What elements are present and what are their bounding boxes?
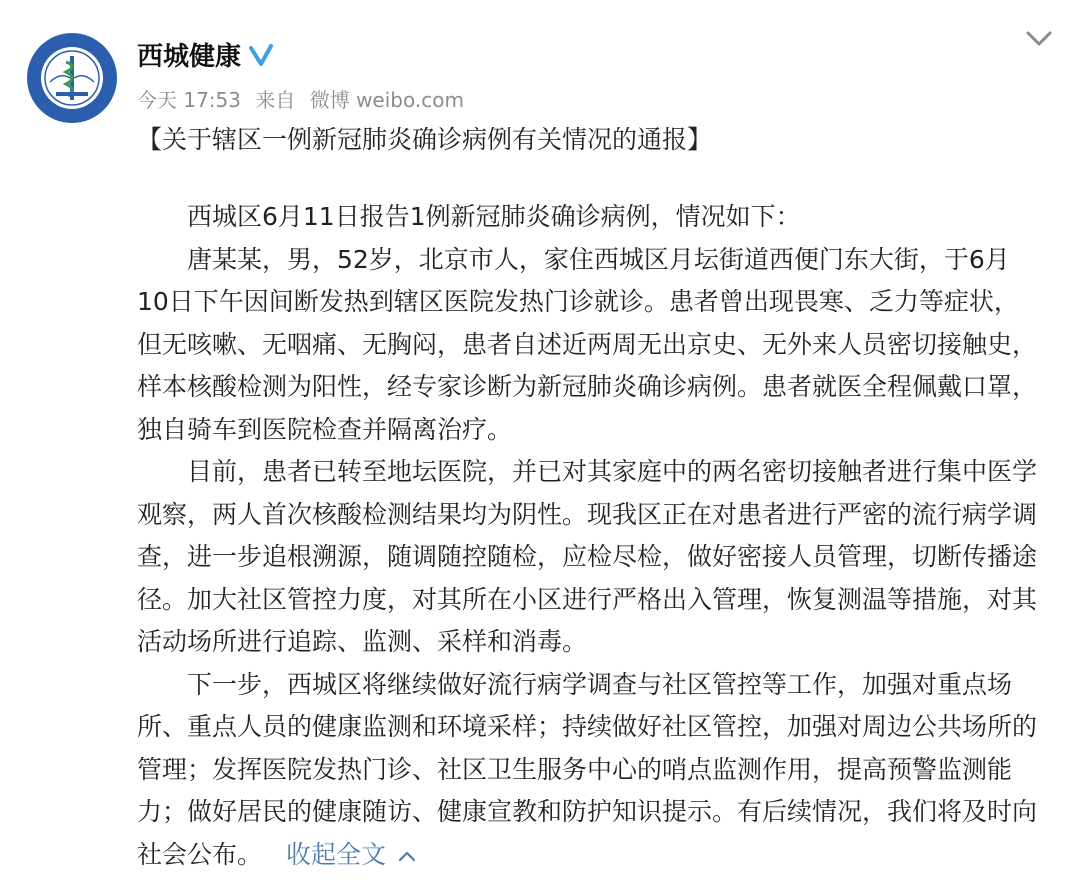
post-body	[137, 196, 1037, 876]
paragraph-last	[137, 664, 1037, 877]
collapse-button[interactable]	[286, 840, 416, 869]
post-title: 【关于辖区一例新冠肺炎确诊病例有关情况的通报】	[137, 125, 713, 154]
verified-badge-icon	[249, 43, 273, 67]
chevron-up-icon	[398, 850, 416, 862]
collapse-label: 收起全文	[286, 839, 387, 869]
post-source: 微博 weibo.com	[309, 88, 464, 112]
avatar[interactable]	[26, 32, 118, 124]
account-header	[137, 36, 273, 73]
account-name[interactable]: 西城健康	[137, 42, 242, 72]
chevron-down-icon[interactable]	[1024, 28, 1054, 50]
paragraph: 西城区6月11日报告1例新冠肺炎确诊病例，情况如下：	[187, 202, 801, 231]
source-prefix: 来自	[255, 88, 296, 112]
paragraph-text: 下一步，西城区将继续做好流行病学调查与社区管控等工作，加强对重点场所、重点人员的健康监测和环境采样；持续做好社区管控，加强对周边公共场所的管理；发挥医院发热门诊、社区卫生服务中心的哨点监测作用，提高预警监测能力；做好居民的健康随访、健康宣教和防护知识提示。有后续情况，我们将及时向社会公布。	[137, 669, 1038, 869]
post-time: 今天 17:53	[137, 88, 241, 112]
paragraph: 唐某某，男，52岁，北京市人，家住西城区月坛街道西便门东大街，于6月10日下午因间断发热到辖区医院发热门诊就诊。患者曾出现畏寒、乏力等症状，但无咳嗽、无咽痛、无胸闷，患者自述近两周无出京史、无外来人员密切接触史，样本核酸检测为阳性，经专家诊断为新冠肺炎确诊病例。患者就医全程佩戴口罩，独自骑车到医院检查并隔离治疗。	[137, 244, 1038, 444]
paragraph: 目前，患者已转至地坛医院，并已对其家庭中的两名密切接触者进行集中医学观察，两人首次核酸检测结果均为阴性。现我区正在对患者进行严密的流行病学调查，进一步追根溯源，随调随控随检，应检尽检，做好密接人员管理，切断传播途径。加大社区管控力度，对其所在小区进行严格出入管理，恢复测温等措施，对其活动场所进行追踪、监测、采样和消毒。	[137, 457, 1038, 656]
post-meta	[137, 84, 464, 113]
